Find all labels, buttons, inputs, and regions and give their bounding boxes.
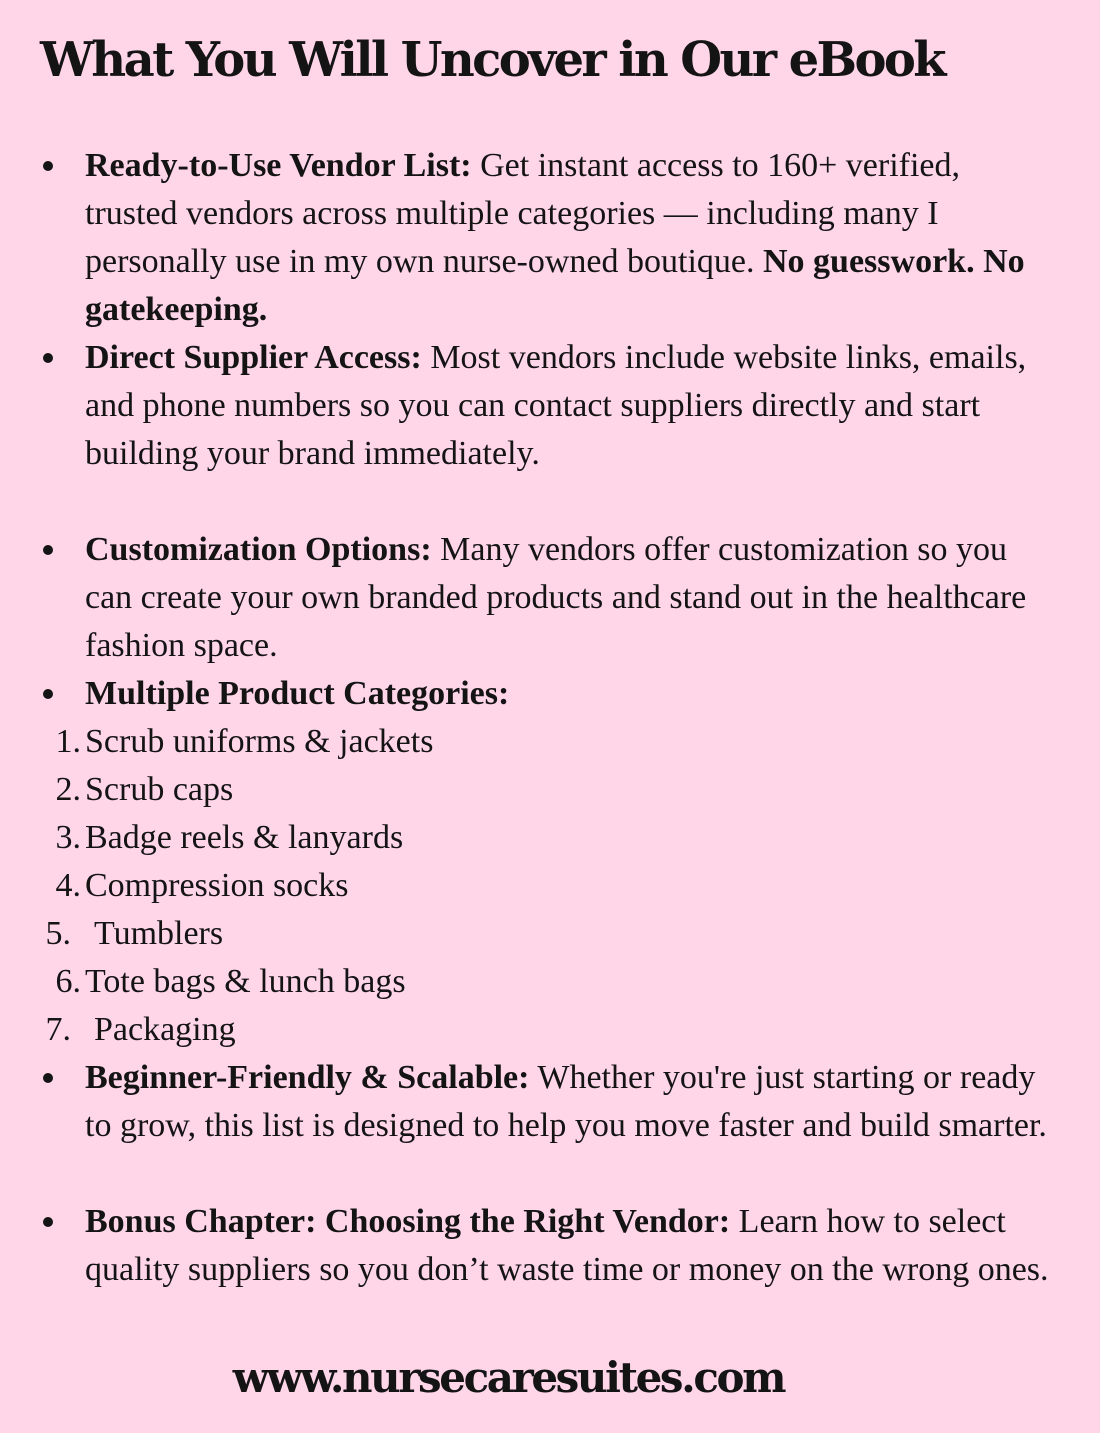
category-label: Packaging — [94, 1011, 236, 1048]
page-title: What You Will Uncover in Our eBook — [40, 32, 944, 88]
category-number: 6. — [55, 963, 81, 1000]
item-lead: Multiple Product Categories: — [85, 675, 510, 712]
category-item — [45, 1006, 985, 1054]
category-item — [55, 718, 985, 766]
bullet-dot — [43, 689, 53, 699]
category-number: 4. — [55, 867, 81, 904]
item-lead: Ready-to-Use Vendor List: — [85, 147, 472, 184]
bullet-dot — [43, 161, 53, 171]
bullet-dot — [43, 1073, 53, 1083]
item-text: Learn how to select quality suppliers so you don’t waste time or money on the wrong ones. — [85, 1203, 1049, 1288]
bullet-dot — [43, 545, 53, 555]
bullet-dot — [43, 1217, 53, 1227]
item-lead: Customization Options: — [85, 531, 432, 568]
category-item — [45, 910, 985, 958]
category-number: 1. — [55, 723, 81, 760]
list-item-product-categories — [85, 670, 1060, 718]
category-label: Scrub caps — [85, 771, 234, 808]
category-label: Compression socks — [85, 867, 349, 904]
category-item — [55, 766, 985, 814]
category-item — [55, 862, 985, 910]
list-item-beginner-friendly — [85, 1054, 1060, 1150]
bullet-dot — [43, 353, 53, 363]
item-lead: Beginner-Friendly & Scalable: — [85, 1059, 530, 1096]
list-item-supplier-access — [85, 334, 1060, 478]
item-text: Get instant access to 160+ verified, trusted vendors across multiple categories — including many I personally use in my own nurse-owned boutique. — [85, 147, 961, 280]
item-emphasis: No guesswork. No gatekeeping. — [85, 243, 1025, 328]
list-item-vendor-list — [85, 142, 1060, 334]
category-number: 5. — [45, 915, 71, 952]
item-text: Most vendors include website links, emails, and phone numbers so you can contact suppliers directly and start building your brand immediately. — [85, 339, 1027, 472]
website-url: www.nursecaresuites.com — [232, 1353, 785, 1402]
item-text: Whether you're just starting or ready to grow, this list is designed to help you move faster and build smarter. — [85, 1059, 1047, 1144]
list-item-bonus-chapter — [85, 1198, 1060, 1294]
category-label: Badge reels & lanyards — [85, 819, 404, 856]
item-text: Many vendors offer customization so you can create your own branded products and stand out in the healthcare fashion space. — [85, 531, 1027, 664]
category-label: Tote bags & lunch bags — [85, 963, 406, 1000]
category-number: 2. — [55, 771, 81, 808]
list-item-customization — [85, 526, 1060, 670]
category-label: Tumblers — [94, 915, 224, 952]
category-label: Scrub uniforms & jackets — [85, 723, 434, 760]
category-number: 3. — [55, 819, 81, 856]
category-item — [55, 958, 985, 1006]
item-lead: Bonus Chapter: Choosing the Right Vendor: — [85, 1203, 731, 1240]
item-lead: Direct Supplier Access: — [85, 339, 422, 376]
category-number: 7. — [45, 1011, 71, 1048]
category-item — [55, 814, 985, 862]
